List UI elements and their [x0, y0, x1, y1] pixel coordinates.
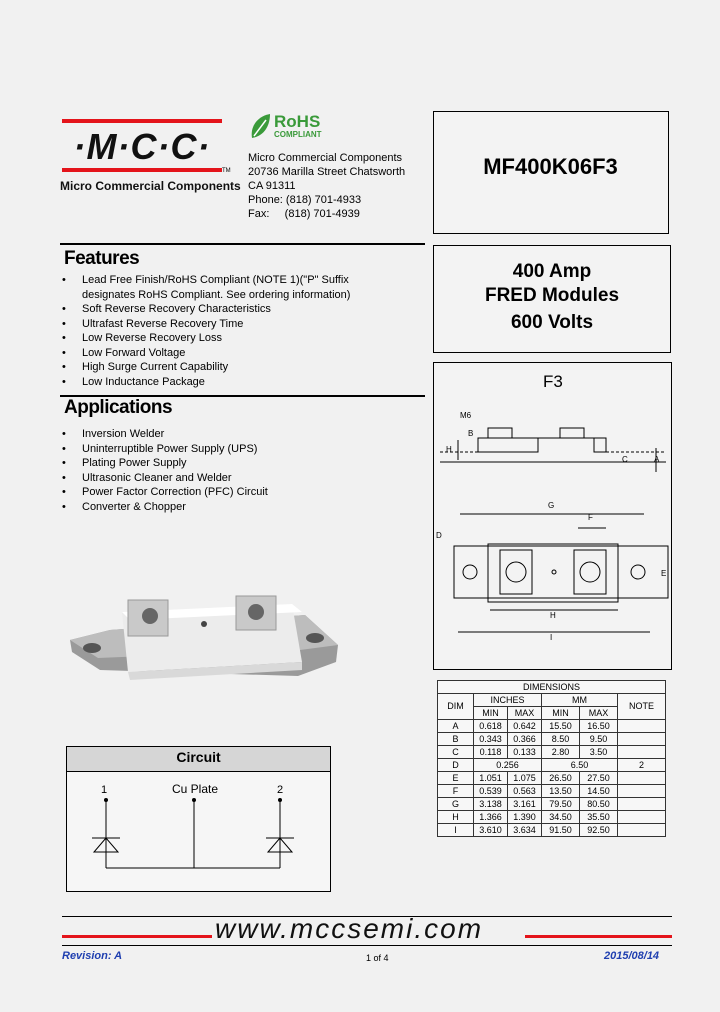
- table-row: E 1.051 1.075 26.50 27.50: [438, 772, 666, 785]
- applications-heading: Applications: [64, 397, 173, 418]
- table-row: H 1.366 1.390 34.50 35.50: [438, 811, 666, 824]
- dim-label-c: C: [622, 455, 628, 464]
- feature-item: • High Surge Current Capability: [60, 360, 350, 375]
- dim-label-e: E: [661, 569, 667, 578]
- rohs-leaf-icon: [248, 112, 272, 140]
- release-date: 2015/08/14: [604, 950, 660, 962]
- col-mm-min: MIN: [542, 707, 580, 720]
- feature-item: • Low Forward Voltage: [60, 346, 350, 361]
- logo-subtitle: Micro Commercial Components: [60, 179, 241, 193]
- features-list: [60, 273, 350, 389]
- company-fax: Fax: (818) 701-4939: [248, 208, 360, 220]
- col-in-max: MAX: [508, 707, 542, 720]
- website-link[interactable]: www.mccsemi.com: [215, 913, 484, 944]
- table-row: D 0.256 6.50 2: [438, 759, 666, 772]
- dim-label-i: I: [550, 633, 553, 642]
- company-phone: Phone: (818) 701-4933: [248, 194, 362, 206]
- feature-item: • Low Inductance Package: [60, 375, 350, 390]
- page-number: 1 of 4: [366, 953, 389, 963]
- dim-label-b: B: [468, 429, 474, 438]
- application-item: • Ultrasonic Cleaner and Welder: [60, 471, 268, 486]
- rohs-subtitle: COMPLIANT: [274, 130, 322, 139]
- dimensions-title: DIMENSIONS: [438, 681, 666, 694]
- part-number: MF400K06F3: [483, 154, 618, 179]
- feature-item: • Lead Free Finish/RoHS Compliant (NOTE 1)("P" Suffix: [60, 273, 350, 288]
- package-name: F3: [543, 372, 563, 391]
- application-item: • Power Factor Correction (PFC) Circuit: [60, 485, 268, 500]
- company-street: 20736 Marilla Street Chatsworth: [248, 166, 406, 178]
- feature-item: • Ultrafast Reverse Recovery Time: [60, 317, 350, 332]
- logo-red-bar-bottom: [62, 168, 222, 172]
- package-outline-drawing: [434, 400, 670, 650]
- rating-current: 400 Amp: [512, 261, 592, 282]
- terminal-1-label: 1: [101, 784, 108, 796]
- dimensions-table: [437, 680, 666, 837]
- dim-label-h-side: H: [446, 445, 452, 454]
- rohs-title: RoHS: [274, 112, 321, 131]
- trademark-mark: TM: [222, 168, 231, 174]
- col-dim: DIM: [438, 694, 474, 720]
- dim-label-a: A: [654, 455, 660, 464]
- applications-list: [60, 427, 268, 514]
- feature-item: designates RoHS Compliant. See ordering information): [82, 288, 351, 301]
- module-product-image: [70, 590, 345, 700]
- mcc-logo: ·M·C·C·: [73, 126, 211, 167]
- dim-label-m6: M6: [460, 411, 472, 420]
- feature-item: • Soft Reverse Recovery Characteristics: [60, 302, 350, 317]
- company-name: Micro Commercial Components: [248, 152, 403, 164]
- company-city: CA 91311: [248, 180, 296, 192]
- table-row: A 0.618 0.642 15.50 16.50: [438, 720, 666, 733]
- cu-plate-label: Cu Plate: [172, 782, 219, 796]
- dim-label-g: G: [548, 501, 555, 510]
- table-row: B 0.343 0.366 8.50 9.50: [438, 733, 666, 746]
- application-item: • Inversion Welder: [60, 427, 268, 442]
- application-item: • Converter & Chopper: [60, 500, 268, 515]
- col-in-min: MIN: [474, 707, 508, 720]
- dim-label-f: F: [588, 513, 593, 522]
- col-mm-max: MAX: [580, 707, 618, 720]
- revision: Revision: A: [62, 950, 123, 962]
- footer-red-bar-left: [62, 935, 212, 938]
- table-row: I 3.610 3.634 91.50 92.50: [438, 824, 666, 837]
- footer-rule-bottom: [62, 945, 672, 946]
- table-row: F 0.539 0.563 13.50 14.50: [438, 785, 666, 798]
- table-row: G 3.138 3.161 79.50 80.50: [438, 798, 666, 811]
- dim-label-h-top: H: [550, 611, 556, 620]
- logo-red-bar-top: [62, 119, 222, 123]
- features-heading: Features: [64, 248, 140, 269]
- col-inches: INCHES: [474, 694, 542, 707]
- dim-label-d: D: [436, 531, 442, 540]
- table-row: C 0.118 0.133 2.80 3.50: [438, 746, 666, 759]
- rating-voltage: 600 Volts: [510, 312, 594, 333]
- rating-type: FRED Modules: [484, 285, 620, 306]
- terminal-2-label: 2: [277, 784, 284, 796]
- circuit-title: Circuit: [176, 749, 221, 765]
- col-note: NOTE: [618, 694, 666, 720]
- application-item: • Uninterruptible Power Supply (UPS): [60, 442, 268, 457]
- feature-item: • Low Reverse Recovery Loss: [60, 331, 350, 346]
- features-rule: [60, 243, 425, 245]
- footer-red-bar-right: [525, 935, 672, 938]
- col-mm: MM: [542, 694, 618, 707]
- circuit-schematic: [66, 790, 330, 890]
- application-item: • Plating Power Supply: [60, 456, 268, 471]
